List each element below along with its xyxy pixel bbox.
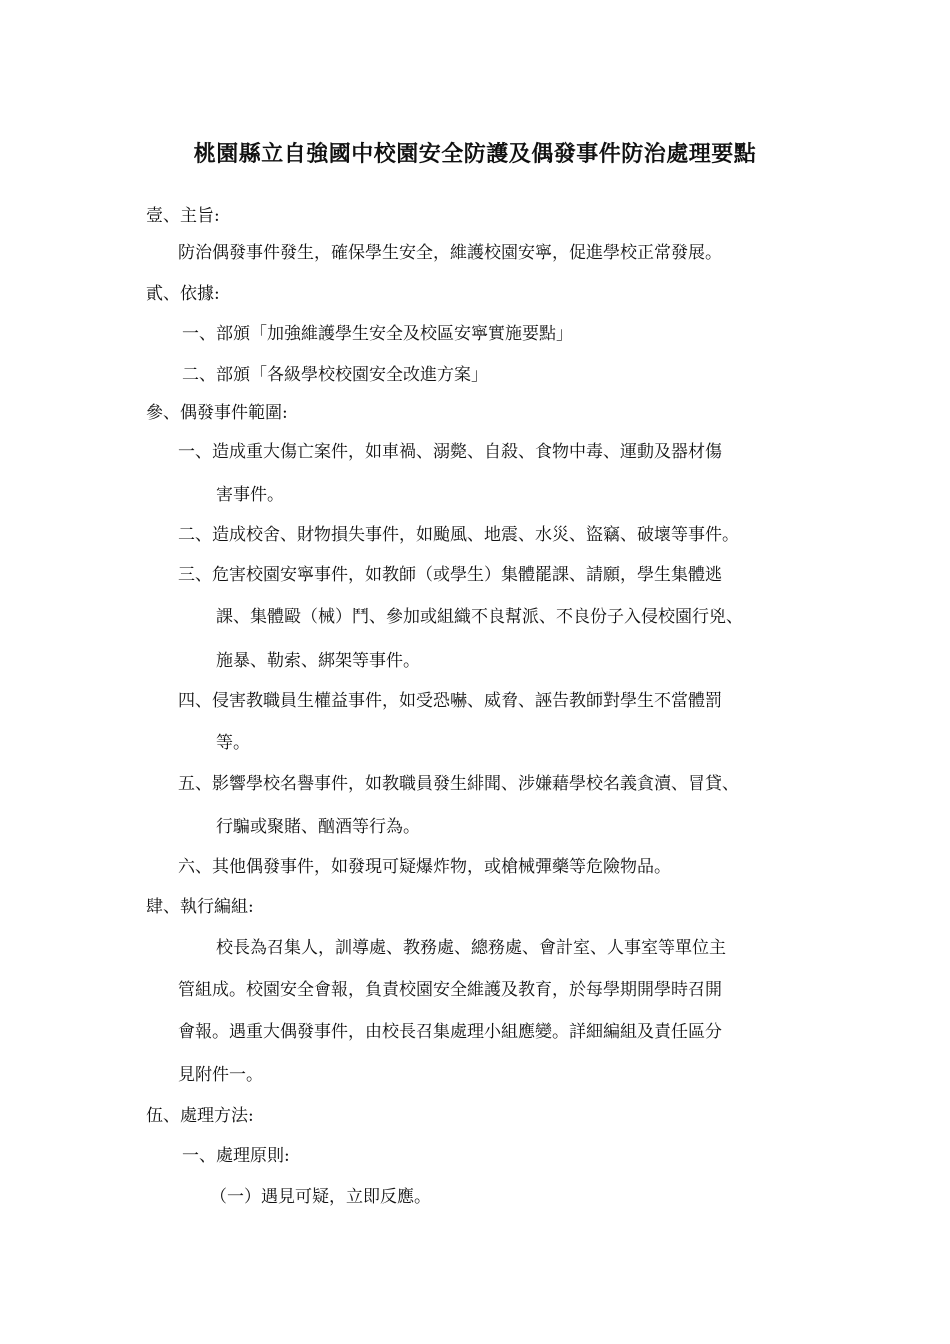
list-item: 二、造成校舍、財物損失事件，如颱風、地震、水災、盜竊、破壞等事件。	[178, 525, 739, 545]
paragraph-line: 管組成。校園安全會報，負責校園安全維護及教育，於每學期開學時召開	[178, 980, 722, 1000]
section-heading: 壹、主旨:	[146, 206, 220, 226]
section-heading: 貳、依據:	[146, 284, 220, 304]
section-heading: 參、偶發事件範圍:	[146, 403, 288, 423]
section-heading: 伍、處理方法:	[146, 1106, 254, 1126]
paragraph-line: 見附件一。	[178, 1065, 263, 1085]
section-heading: 肆、執行編組:	[146, 897, 254, 917]
list-item: 五、影響學校名譽事件，如教職員發生緋聞、涉嫌藉學校名義貪瀆、冒貸、	[178, 774, 739, 794]
list-item: 二、部頒「各級學校校園安全改進方案」	[182, 365, 488, 385]
list-item: 一、處理原則:	[182, 1146, 290, 1166]
list-item: 六、其他偶發事件，如發現可疑爆炸物，或槍械彈藥等危險物品。	[178, 857, 671, 877]
list-item: 一、部頒「加強維護學生安全及校區安寧實施要點」	[182, 324, 573, 344]
list-item: （一）遇見可疑，立即反應。	[210, 1187, 431, 1207]
paragraph-line: 會報。遇重大偶發事件，由校長召集處理小組應變。詳細編組及責任區分	[178, 1022, 722, 1042]
list-item: 一、造成重大傷亡案件，如車禍、溺斃、自殺、食物中毒、運動及器材傷	[178, 442, 722, 462]
list-item: 三、危害校園安寧事件，如教師（或學生）集體罷課、請願，學生集體逃	[178, 565, 722, 585]
paragraph-line: 校長為召集人，訓導處、教務處、總務處、會計室、人事室等單位主	[216, 938, 726, 958]
list-item: 四、侵害教職員生權益事件，如受恐嚇、威脅、誣告教師對學生不當體罰	[178, 691, 722, 711]
list-item-continuation: 施暴、勒索、綁架等事件。	[216, 651, 420, 671]
list-item-continuation: 等。	[216, 733, 250, 753]
paragraph-line: 防治偶發事件發生，確保學生安全，維護校園安寧，促進學校正常發展。	[178, 243, 722, 263]
list-item-continuation: 害事件。	[216, 485, 284, 505]
list-item-continuation: 行騙或聚賭、酗酒等行為。	[216, 817, 420, 837]
document-title: 桃園縣立自強國中校園安全防護及偶發事件防治處理要點	[193, 141, 757, 167]
list-item-continuation: 課、集體毆（械）鬥、參加或組織不良幫派、不良份子入侵校園行兇、	[216, 607, 743, 627]
